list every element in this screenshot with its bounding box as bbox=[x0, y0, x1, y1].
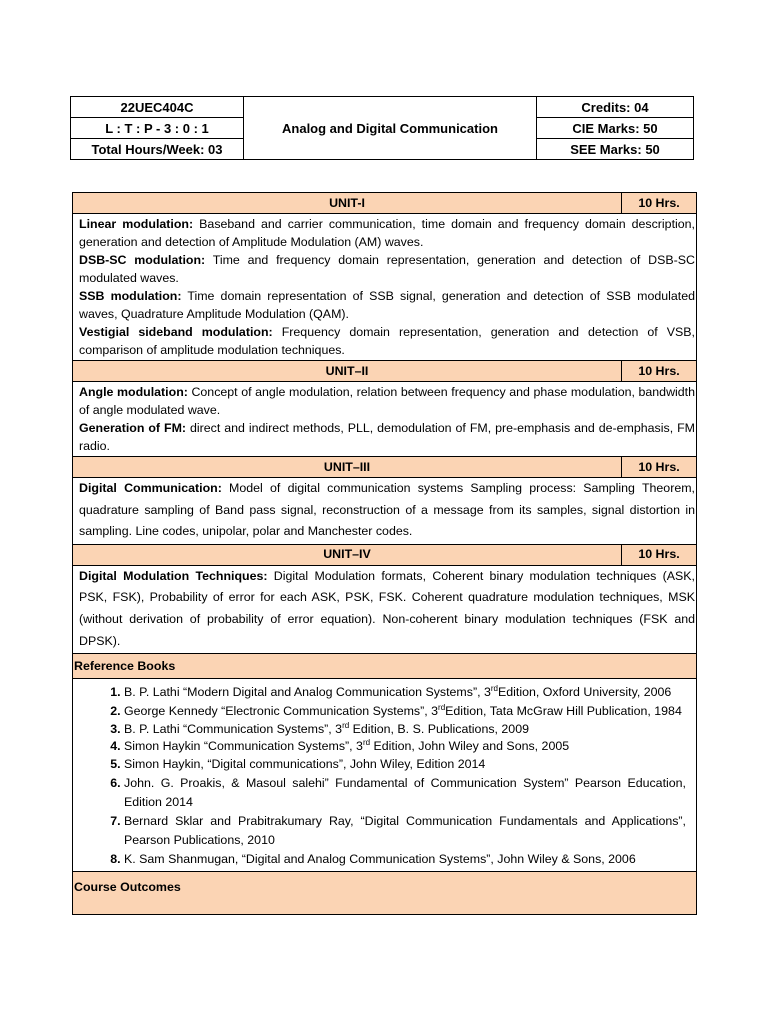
unit-1-content bbox=[73, 214, 697, 361]
reference-books-heading: Reference Books bbox=[73, 654, 697, 679]
topic-heading: Angle modulation: bbox=[79, 385, 188, 399]
unit-title: UNIT-I bbox=[73, 193, 622, 214]
course-header-table bbox=[70, 96, 694, 160]
ltp-scheme: L : T : P - 3 : 0 : 1 bbox=[71, 118, 244, 139]
unit-4-content bbox=[73, 565, 697, 653]
unit-paragraph bbox=[79, 419, 695, 455]
unit-paragraph bbox=[79, 251, 695, 287]
unit-2-content bbox=[73, 382, 697, 457]
topic-text: Frequency domain representation, generation and detection of VSB, comparison of amplitude modulation techniques. bbox=[79, 325, 696, 357]
course-code: 22UEC404C bbox=[71, 97, 244, 118]
unit-paragraph bbox=[79, 287, 695, 323]
unit-3-header bbox=[73, 457, 697, 478]
topic-text: Concept of angle modulation, relation between frequency and phase modulation, bandwidth of angle modulated wave. bbox=[79, 385, 695, 417]
topic-heading: Linear modulation: bbox=[79, 217, 194, 231]
unit-hours: 10 Hrs. bbox=[622, 193, 697, 214]
unit-paragraph bbox=[79, 566, 695, 652]
unit-title: UNIT–IV bbox=[73, 544, 622, 565]
reference-books-list bbox=[73, 679, 697, 872]
credits: Credits: 04 bbox=[537, 97, 694, 118]
unit-1-header bbox=[73, 193, 697, 214]
topic-text: Time domain representation of SSB signal, generation and detection of SSB modulated waves, Quadrature Amplitude Modulation (QAM). bbox=[79, 289, 696, 321]
reference-item: 3. B. P. Lathi “Communication Systems”, 3rd Edition, B. S. Publications, 2009 bbox=[124, 721, 686, 738]
reference-item: 6. John. G. Proakis, & Masoul salehi” Fundamental of Communication System” Pearson Education, Edition 2014 bbox=[124, 774, 686, 812]
topic-text: direct and indirect methods, PLL, demodulation of FM, pre-emphasis and de-emphasis, FM radio. bbox=[79, 421, 695, 453]
topic-heading: SSB modulation: bbox=[79, 289, 182, 303]
unit-hours: 10 Hrs. bbox=[622, 361, 697, 382]
topic-heading: Digital Communication: bbox=[79, 481, 222, 495]
topic-text: Baseband and carrier communication, time domain and frequency domain description, generation and detection of Amplitude Modulation (AM) waves. bbox=[79, 217, 695, 249]
unit-paragraph bbox=[79, 323, 695, 359]
course-outcomes-heading: Course Outcomes bbox=[73, 872, 697, 915]
course-title: Analog and Digital Communication bbox=[244, 97, 537, 160]
topic-text: Model of digital communication systems Sampling process: Sampling Theorem, quadrature sampling of Band pass signal, reconstruction of a message from its samples, signal distortion in sampling. Line codes, unipolar, polar and Manchester codes. bbox=[79, 481, 695, 539]
topic-text: Time and frequency domain representation, generation and detection of DSB-SC modulated waves. bbox=[79, 253, 695, 285]
reference-item: 5. Simon Haykin, “Digital communications”, John Wiley, Edition 2014 bbox=[124, 755, 686, 774]
topic-heading: Vestigial sideband modulation: bbox=[79, 325, 273, 339]
unit-paragraph bbox=[79, 383, 695, 419]
cie-marks: CIE Marks: 50 bbox=[537, 118, 694, 139]
syllabus-table bbox=[72, 192, 697, 915]
topic-text: Digital Modulation formats, Coherent binary modulation techniques (ASK, PSK, FSK), Probability of error for each ASK, PSK, FSK. Coherent quadrature modulation techniques, MSK (without derivation of probability of error equation). Non-coherent binary modulation techniques (FSK and DPSK). bbox=[79, 568, 695, 648]
unit-4-header bbox=[73, 544, 697, 565]
unit-paragraph bbox=[79, 215, 695, 251]
reference-item: 7. Bernard Sklar and Prabitrakumary Ray, “Digital Communication Fundamentals and Applications”, Pearson Publications, 2010 bbox=[124, 812, 686, 850]
topic-heading: DSB-SC modulation: bbox=[79, 253, 206, 267]
unit-hours: 10 Hrs. bbox=[622, 457, 697, 478]
reference-item: 1. B. P. Lathi “Modern Digital and Analog Communication Systems”, 3rdEdition, Oxford University, 2006 bbox=[124, 683, 686, 702]
unit-2-header bbox=[73, 361, 697, 382]
unit-3-content bbox=[73, 478, 697, 545]
unit-title: UNIT–II bbox=[73, 361, 622, 382]
topic-heading: Generation of FM: bbox=[79, 421, 187, 435]
reference-item: 8. K. Sam Shanmugan, “Digital and Analog Communication Systems”, John Wiley & Sons, 2006 bbox=[124, 850, 686, 869]
total-hours: Total Hours/Week: 03 bbox=[71, 139, 244, 160]
unit-hours: 10 Hrs. bbox=[622, 544, 697, 565]
reference-item: 2. George Kennedy “Electronic Communication Systems”, 3rdEdition, Tata McGraw Hill Publication, 1984 bbox=[124, 702, 686, 721]
topic-heading: Digital Modulation Techniques: bbox=[79, 568, 268, 583]
see-marks: SEE Marks: 50 bbox=[537, 139, 694, 160]
reference-item: 4. Simon Haykin “Communication Systems”, 3rd Edition, John Wiley and Sons, 2005 bbox=[124, 738, 686, 755]
unit-paragraph bbox=[79, 478, 695, 543]
unit-title: UNIT–III bbox=[73, 457, 622, 478]
